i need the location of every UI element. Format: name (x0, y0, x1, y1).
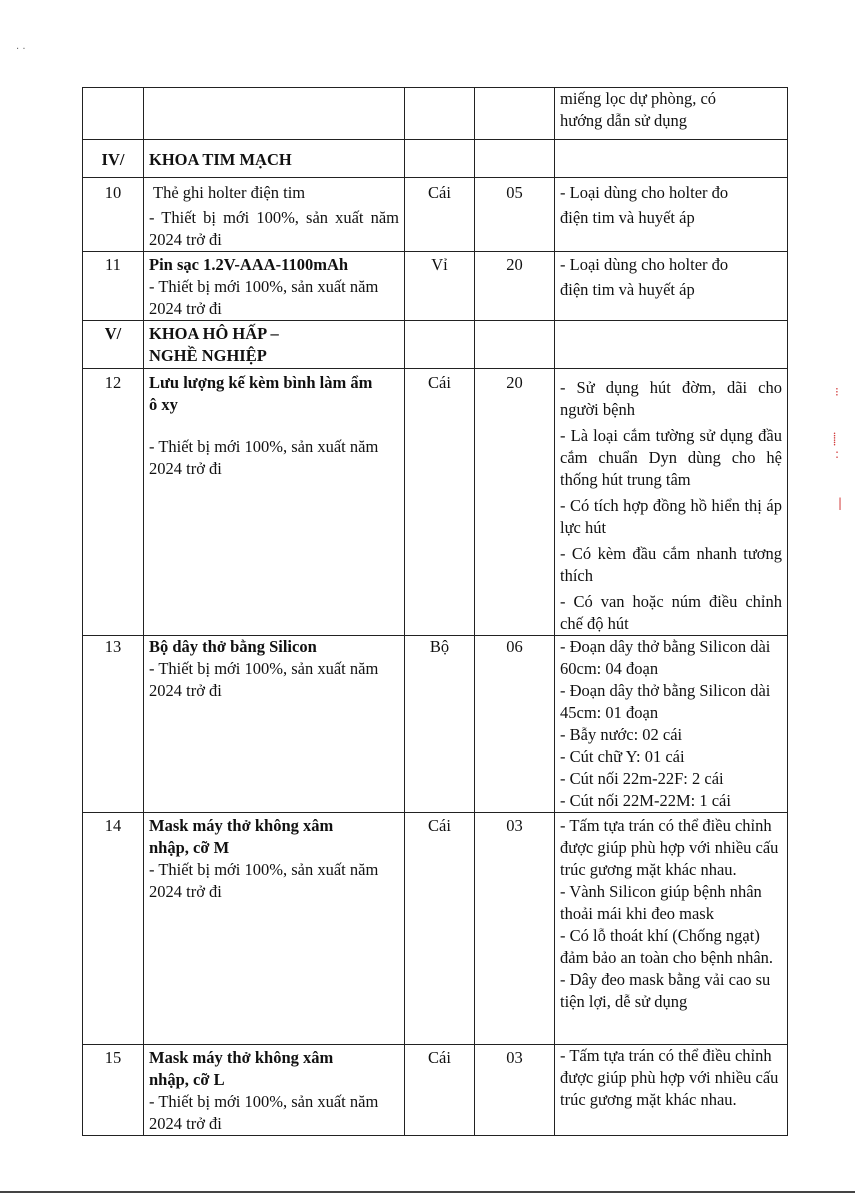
item-name: Pin sạc 1.2V-AAA-1100mAh (149, 255, 349, 274)
bottom-edge-line (0, 1191, 855, 1193)
table-row (83, 1045, 788, 1136)
item-name: Lưu lượng kế kèm bình làm ẩm ô xy (149, 373, 373, 414)
item-number: 13 (83, 636, 144, 813)
item-name-cell (144, 252, 405, 321)
item-name-cell (144, 1045, 405, 1136)
item-desc: - Thiết bị mới 100%, sản xuất năm 2024 trở đi (149, 1092, 379, 1133)
section-row-iv (83, 140, 788, 178)
item-desc: - Thiết bị mới 100%, sản xuất năm 2024 trở đi (149, 437, 379, 478)
item-qty: 20 (475, 369, 555, 636)
spec-cell: - Loại dùng cho holter đo điện tim và huyết áp (555, 178, 788, 252)
item-name: Bộ dây thở bằng Silicon (149, 637, 317, 656)
item-desc: - Thiết bị mới 100%, sản xuất năm 2024 trở đi (149, 208, 399, 249)
spec-cell: miếng lọc dự phòng, có hướng dẫn sử dụng (555, 88, 788, 140)
table-row (83, 369, 788, 636)
margin-stamp-mark: | (838, 496, 843, 510)
item-qty: 20 (475, 252, 555, 321)
margin-stamp-mark: ⁝ (835, 385, 839, 399)
item-number: 14 (83, 813, 144, 1045)
item-qty: 03 (475, 813, 555, 1045)
spec-cell: - Loại dùng cho holter đo điện tim và huyết áp (555, 252, 788, 321)
spec-cell: - Đoạn dây thở bằng Silicon dài 60cm: 04 đoạn - Đoạn dây thở bằng Silicon dài 45cm: 01 đoạn - Bẫy nước: 02 cái - Cút chữ Y: 01 cái - Cút nối 22m-22F: 2 cái - Cút nối 22M-22M: 1 cái (555, 636, 788, 813)
spec-cell: - Tấm tựa trán có thể điều chỉnh được giúp phù hợp với nhiều cấu trúc gương mặt khác nhau. - Vành Silicon giúp bệnh nhân thoải mái khi đeo mask - Có lỗ thoát khí (Chống ngạt) đảm bảo an toàn cho bệnh nhân. - Dây đeo mask bằng vải cao su tiện lợi, dễ sử dụng (555, 813, 788, 1045)
item-unit: Cái (405, 369, 475, 636)
item-name-cell (144, 636, 405, 813)
section-title: KHOA HÔ HẤP – NGHỀ NGHIỆP (144, 321, 405, 369)
section-number: IV/ (83, 140, 144, 178)
table-row (83, 636, 788, 813)
table-row (83, 813, 788, 1045)
item-name-cell (144, 813, 405, 1045)
item-desc: - Thiết bị mới 100%, sản xuất năm 2024 trở đi (149, 277, 379, 318)
item-unit: Cái (405, 813, 475, 1045)
item-desc: - Thiết bị mới 100%, sản xuất năm 2024 trở đi (149, 860, 379, 901)
item-unit: Cái (405, 178, 475, 252)
section-title: KHOA TIM MẠCH (144, 140, 405, 178)
spec-cell: - Tấm tựa trán có thể điều chỉnh được giúp phù hợp với nhiều cấu trúc gương mặt khác nhau. (555, 1045, 788, 1136)
item-name: Mask máy thở không xâm nhập, cỡ L (149, 1048, 334, 1089)
item-number: 10 (83, 178, 144, 252)
item-number: 12 (83, 369, 144, 636)
margin-stamp-mark: : (835, 447, 840, 461)
item-name-cell (144, 369, 405, 636)
item-desc: - Thiết bị mới 100%, sản xuất năm 2024 trở đi (149, 659, 379, 700)
item-unit: Cái (405, 1045, 475, 1136)
item-name: Thẻ ghi holter điện tim (153, 183, 306, 202)
spec-cell: - Sử dụng hút đờm, dãi cho người bệnh - Là loại cắm tường sử dụng đầu cắm chuẩn Dyn dùng cho hệ thống hút trung tâm - Có tích hợp đồng hồ hiển thị áp lực hút - Có kèm đầu cắm nhanh tương thích - Có van hoặc núm điều chỉnh chế độ hút (555, 369, 788, 636)
equipment-table (82, 87, 788, 1136)
item-number: 11 (83, 252, 144, 321)
item-name-cell (144, 178, 405, 252)
item-unit: Vỉ (405, 252, 475, 321)
item-qty: 05 (475, 178, 555, 252)
item-qty: 06 (475, 636, 555, 813)
section-number: V/ (83, 321, 144, 369)
item-number: 15 (83, 1045, 144, 1136)
margin-stamp-mark: ⸽ (833, 432, 837, 446)
section-row-v (83, 321, 788, 369)
scan-speck: · · (16, 44, 26, 55)
item-unit: Bộ (405, 636, 475, 813)
table-row-continuation (83, 88, 788, 140)
item-qty: 03 (475, 1045, 555, 1136)
item-name: Mask máy thở không xâm nhập, cỡ M (149, 816, 334, 857)
table-row (83, 252, 788, 321)
table-row (83, 178, 788, 252)
